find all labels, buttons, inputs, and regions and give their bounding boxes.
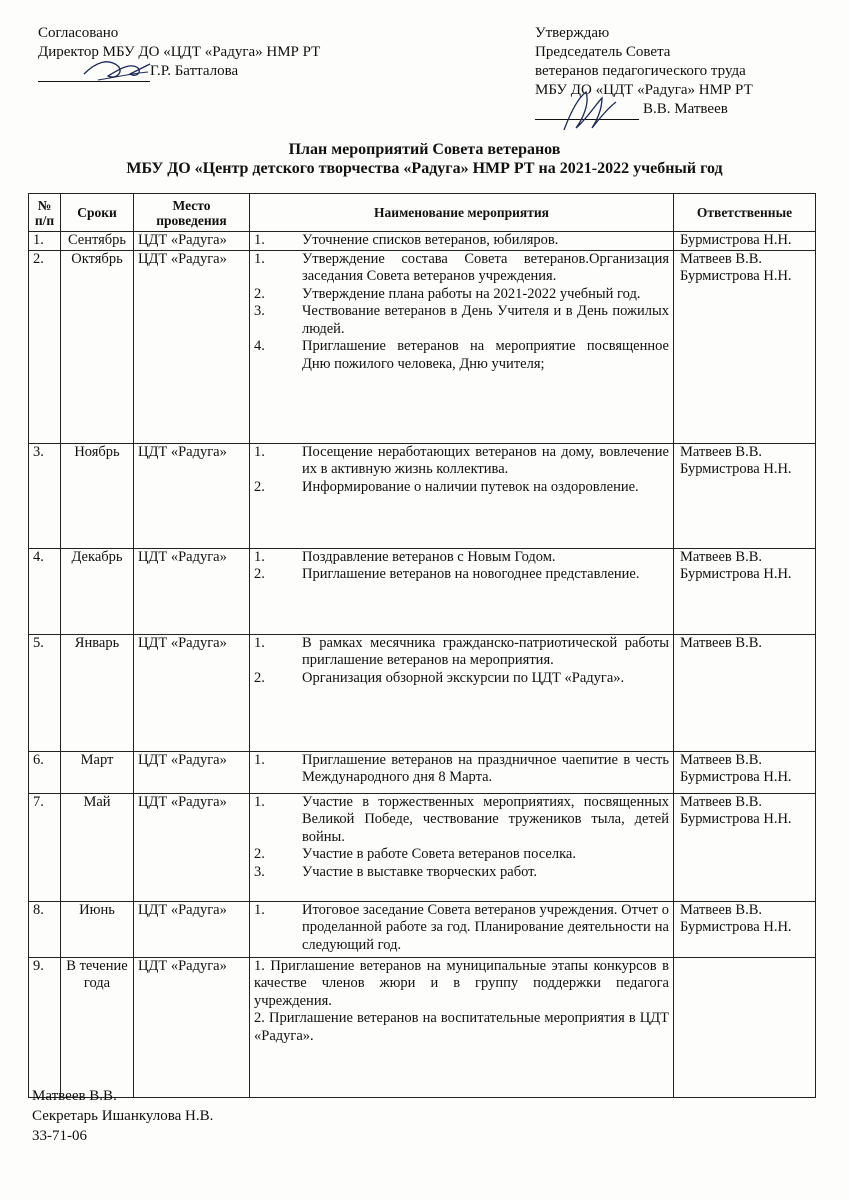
activity-text: Организация обзорной экскурсии по ЦДТ «Радуга». bbox=[302, 669, 625, 686]
row-responsible bbox=[674, 634, 816, 751]
activity-item bbox=[254, 902, 669, 955]
activity-number: 3. bbox=[254, 863, 265, 880]
header-responsible: Ответственные bbox=[674, 194, 816, 232]
row-activities bbox=[250, 232, 674, 251]
responsible-person: Бурмистрова Н.Н. bbox=[680, 919, 792, 935]
activity-number: 1. bbox=[254, 901, 265, 918]
table-row bbox=[29, 751, 816, 793]
approve-label: Утверждаю bbox=[535, 25, 610, 41]
row-place: ЦДТ «Радуга» bbox=[134, 751, 250, 793]
activity-number: 1. bbox=[254, 250, 265, 267]
responsible-person: Матвеев В.В. bbox=[680, 793, 762, 810]
table-row bbox=[29, 901, 816, 957]
row-activities bbox=[250, 634, 674, 751]
council-name: ветеранов педагогического труда bbox=[535, 63, 746, 79]
responsible-person: Матвеев В.В. bbox=[680, 443, 762, 460]
activity-item: 2. Приглашение ветеранов на воспитательные мероприятия в ЦДТ «Радуга». bbox=[254, 1010, 669, 1044]
table-row bbox=[29, 250, 816, 443]
responsible-person: Матвеев В.В. bbox=[680, 250, 762, 267]
activity-text: В рамках месячника гражданско-патриотической работы приглашение ветеранов на мероприятия. bbox=[302, 634, 669, 668]
table-header-row bbox=[29, 194, 816, 232]
row-term: Октябрь bbox=[61, 250, 134, 443]
row-place: ЦДТ «Радуга» bbox=[134, 901, 250, 957]
header-number: № п/п bbox=[29, 194, 61, 232]
activity-item bbox=[254, 338, 669, 373]
director-name: Г.Р. Батталова bbox=[150, 63, 239, 79]
table-row bbox=[29, 957, 816, 1097]
row-responsible bbox=[674, 957, 816, 1097]
activity-text: Уточнение списков ветеранов, юбиляров. bbox=[302, 232, 559, 248]
activity-text: Участие в выставке творческих работ. bbox=[302, 863, 538, 880]
footer-name: Матвеев В.В. bbox=[32, 1088, 117, 1104]
row-place: ЦДТ «Радуга» bbox=[134, 548, 250, 634]
row-place: ЦДТ «Радуга» bbox=[134, 957, 250, 1097]
responsible-person: Бурмистрова Н.Н. bbox=[680, 769, 792, 785]
responsible-person: Матвеев В.В. bbox=[680, 751, 762, 768]
row-number: 9. bbox=[29, 957, 61, 1097]
row-term: Сентябрь bbox=[61, 232, 134, 251]
row-responsible bbox=[674, 901, 816, 957]
footer-contacts bbox=[32, 1086, 213, 1146]
activity-number: 2. bbox=[254, 669, 265, 686]
activity-number: 2. bbox=[254, 566, 265, 582]
activity-item bbox=[254, 549, 669, 567]
title-line-2: МБУ ДО «Центр детского творчества «Радуга» НМР РТ на 2021-2022 учебный год bbox=[126, 160, 723, 177]
activity-text: Поздравление ветеранов с Новым Годом. bbox=[302, 548, 556, 565]
activity-text: Итоговое заседание Совета ветеранов учреждения. Отчет о проделанной работе за год. Планирование деятельности на следующий год. bbox=[302, 901, 669, 953]
activity-text: Утверждение плана работы на 2021-2022 учебный год. bbox=[302, 285, 641, 302]
activity-item bbox=[254, 566, 669, 584]
responsible-person: Бурмистрова Н.Н. bbox=[680, 268, 792, 284]
row-number: 1. bbox=[29, 232, 61, 251]
activity-text: Чествование ветеранов в День Учителя и в День пожилых людей. bbox=[302, 303, 669, 337]
activity-number: 2. bbox=[254, 285, 265, 302]
activity-item bbox=[254, 232, 669, 250]
activity-text: Участие в торжественных мероприятиях, посвященных Великой Победе, чествование тружеников тыла, детей войны. bbox=[302, 793, 669, 845]
table-row bbox=[29, 634, 816, 751]
chairman-signature bbox=[556, 84, 626, 140]
activity-text: Посещение неработающих ветеранов на дому, вовлечение их в активную жизнь коллектива. bbox=[302, 443, 669, 477]
table-row bbox=[29, 793, 816, 901]
responsible-person: Матвеев В.В. bbox=[680, 901, 762, 918]
responsible-person: Бурмистрова Н.Н. bbox=[680, 811, 792, 827]
row-responsible bbox=[674, 250, 816, 443]
activity-number: 1. bbox=[254, 232, 265, 248]
activity-number: 3. bbox=[254, 303, 265, 319]
row-term: Ноябрь bbox=[61, 443, 134, 548]
row-place: ЦДТ «Радуга» bbox=[134, 634, 250, 751]
row-number: 5. bbox=[29, 634, 61, 751]
row-responsible bbox=[674, 548, 816, 634]
row-activities bbox=[250, 548, 674, 634]
row-term: Декабрь bbox=[61, 548, 134, 634]
activity-item bbox=[254, 635, 669, 670]
title-line-1: План мероприятий Совета ветеранов bbox=[288, 141, 561, 158]
activity-text: Приглашение ветеранов на праздничное чаепитие в честь Международного дня 8 Марта. bbox=[302, 751, 669, 785]
row-term: Январь bbox=[61, 634, 134, 751]
chairman-title: Председатель Совета bbox=[535, 44, 671, 60]
row-activities bbox=[250, 751, 674, 793]
activity-text: Участие в работе Совета ветеранов поселка. bbox=[302, 846, 576, 862]
responsible-person: Матвеев В.В. bbox=[680, 548, 762, 565]
row-number: 3. bbox=[29, 443, 61, 548]
row-activities bbox=[250, 443, 674, 548]
row-activities bbox=[250, 250, 674, 443]
footer-phone: 33-71-06 bbox=[32, 1128, 87, 1144]
activity-number: 1. bbox=[254, 443, 265, 460]
row-number: 6. bbox=[29, 751, 61, 793]
table-row bbox=[29, 443, 816, 548]
table-row bbox=[29, 232, 816, 251]
header-term: Сроки bbox=[61, 194, 134, 232]
activity-text: Утверждение состава Совета ветеранов.Организация заседания Совета ветеранов учреждения. bbox=[302, 250, 669, 284]
approval-label: Согласовано bbox=[38, 25, 119, 41]
row-place: ЦДТ «Радуга» bbox=[134, 250, 250, 443]
row-term: Май bbox=[61, 793, 134, 901]
row-activities bbox=[250, 901, 674, 957]
header-event-name: Наименование мероприятия bbox=[250, 194, 674, 232]
director-signature bbox=[78, 52, 158, 86]
row-number: 7. bbox=[29, 793, 61, 901]
row-responsible bbox=[674, 232, 816, 251]
activity-text: Приглашение ветеранов на новогоднее представление. bbox=[302, 566, 640, 582]
footer-secretary: Секретарь Ишанкулова Н.В. bbox=[32, 1108, 214, 1124]
director-title: Директор МБУ ДО «ЦДТ «Радуга» НМР РТ bbox=[38, 44, 321, 60]
row-responsible bbox=[674, 751, 816, 793]
row-place: ЦДТ «Радуга» bbox=[134, 443, 250, 548]
activity-item bbox=[254, 864, 669, 882]
row-number: 2. bbox=[29, 250, 61, 443]
table-row bbox=[29, 548, 816, 634]
activity-item bbox=[254, 846, 669, 864]
header-place: Место проведения bbox=[134, 194, 250, 232]
row-place: ЦДТ «Радуга» bbox=[134, 793, 250, 901]
row-term: Март bbox=[61, 751, 134, 793]
activity-item bbox=[254, 752, 669, 787]
responsible-person: Бурмистрова Н.Н. bbox=[680, 461, 792, 477]
row-number: 4. bbox=[29, 548, 61, 634]
activity-text: Приглашение ветеранов на мероприятие посвященное Дню пожилого человека, Дню учителя; bbox=[302, 338, 669, 372]
activity-number: 1. bbox=[254, 634, 265, 651]
row-responsible bbox=[674, 443, 816, 548]
activity-number: 4. bbox=[254, 338, 265, 354]
events-plan-table bbox=[28, 193, 816, 1098]
row-term: В течение года bbox=[61, 957, 134, 1097]
activity-number: 2. bbox=[254, 478, 265, 495]
activity-item: 1. Приглашение ветеранов на муниципальные этапы конкурсов в качестве членов жюри и в группу поддержки педагога учреждения. bbox=[254, 957, 669, 1009]
row-activities bbox=[250, 957, 674, 1097]
row-number: 8. bbox=[29, 901, 61, 957]
activity-number: 2. bbox=[254, 846, 265, 862]
chairman-name: В.В. Матвеев bbox=[643, 101, 728, 117]
activity-item bbox=[254, 303, 669, 338]
activity-number: 1. bbox=[254, 548, 265, 565]
activity-item bbox=[254, 794, 669, 847]
document-title bbox=[0, 140, 849, 178]
activity-item bbox=[254, 670, 669, 688]
activity-item bbox=[254, 286, 669, 304]
activity-item bbox=[254, 444, 669, 479]
activity-number: 1. bbox=[254, 751, 265, 768]
activity-number: 1. bbox=[254, 793, 265, 810]
row-place: ЦДТ «Радуга» bbox=[134, 232, 250, 251]
responsible-person: Матвеев В.В. bbox=[680, 634, 762, 651]
responsible-person: Бурмистрова Н.Н. bbox=[680, 566, 792, 582]
activity-item bbox=[254, 479, 669, 497]
activity-item bbox=[254, 251, 669, 286]
organization-name: МБУ ДО «ЦДТ «Радуга» НМР РТ bbox=[535, 82, 753, 98]
row-term: Июнь bbox=[61, 901, 134, 957]
responsible-person: Бурмистрова Н.Н. bbox=[680, 232, 792, 248]
row-activities bbox=[250, 793, 674, 901]
activity-text: Информирование о наличии путевок на оздоровление. bbox=[302, 478, 639, 495]
row-responsible bbox=[674, 793, 816, 901]
